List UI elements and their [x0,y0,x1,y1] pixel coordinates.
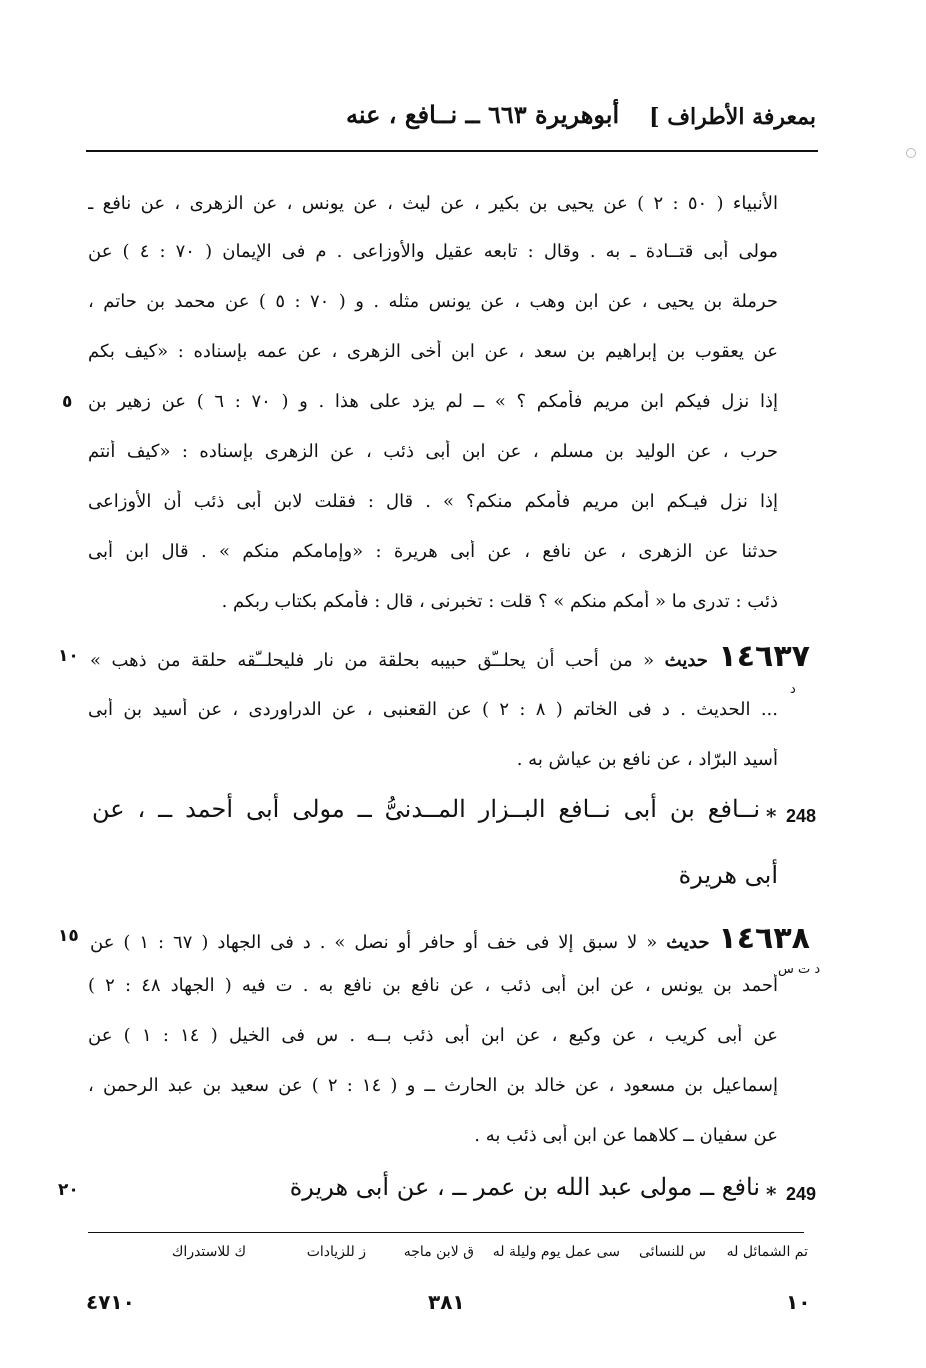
entry-title: نافع ــ مولى عبد الله بن عمر ــ ، عن أبى هريرة [289,1173,760,1201]
hadith-number: ١٤٦٣٨ [718,922,810,956]
abbreviation-key: ك للاستدراك [171,1244,246,1260]
text-line: إسماعيل بن مسعود ، عن خالد بن الحارث ــ و ( ١٤ : ٢ ) عن سعيد بن عبد الرحمن ، [88,1075,778,1096]
source-code: د [790,682,796,697]
text-line: مولى أبى قتــادة ـ به . وقال : تابعه عقيل والأوزاعى . م فى الإيمان ( ٧٠ : ٤ ) عن [88,241,778,262]
text-line: حرب ، عن الوليد بن مسلم ، عن ابن أبى ذئب ، عن الزهرى بإسناده : «كيف أنتم [88,441,778,462]
hadith-lead: حديث [666,932,710,953]
running-header [86,100,816,150]
footer-volume-number: ٤٧١٠ [86,1290,135,1314]
hadith-entry-14637 [90,640,810,680]
margin-line-number: ٥ [62,392,73,412]
text-line: ذئب : تدرى ما « أمكم منكم » ؟ قلت : تخبرنى ، قال : فأمكم بكتاب ربكم . [221,591,778,612]
header-divider [86,150,818,152]
text-line: ... الحديث . د فى الخاتم ( ٨ : ٢ ) عن القعنبى ، عن الدراوردى ، عن أسيد بن أبى [88,699,778,720]
text-line: أسيد البرّاد ، عن نافع بن عياش به . [516,749,778,770]
hadith-entry-14638 [90,922,810,962]
scan-artifact-mark [906,148,916,158]
abbreviation-key: تم الشمائل له [726,1244,808,1260]
text-line: حدثنا عن الزهرى ، عن نافع ، عن أبى هريرة : «وإمامكم منكم » . قال ابن أبى [88,541,778,562]
text-line: عن أبى كريب ، عن وكيع ، عن ابن أبى ذئب بــه . س فى الخيل ( ١٤ : ١ ) عن [88,1025,778,1046]
text-line: الأنبياء ( ٥٠ : ٢ ) عن يحيى بن بكير ، عن ليث ، عن يونس ، عن الزهرى ، عن نافع ـ [88,193,778,214]
text-line: حرملة بن يحيى ، عن ابن وهب ، عن يونس مثله . و ( ٧٠ : ٥ ) عن محمد بن حاتم ، [88,291,778,312]
entry-star: * [766,804,777,828]
margin-line-number: ١٥ [58,926,79,946]
hadith-text: « من أحب أن يحلــّق حبيبه بحلقة من نار فليحلــّقه حلقة من ذهب » [90,650,655,671]
abbreviation-key: س للنسائى [639,1244,706,1260]
text-line: أحمد بن يونس ، عن ابن أبى ذئب ، عن نافع بن نافع به . ت فيه ( الجهاد ٤٨ : ٢ ) [88,975,778,996]
footer-part-number: ١٠ [786,1290,811,1314]
entry-number: 248 [786,806,817,826]
text-line: عن يعقوب بن إبراهيم بن سعد ، عن ابن أخى الزهرى ، عن عمه بإسناده : «كيف بكم [88,341,778,362]
source-code: د ت س [778,962,821,977]
footer-divider [88,1232,804,1233]
entry-title: أبى هريرة [678,861,778,889]
abbreviation-key: ق لابن ماجه [403,1244,474,1260]
text-line: إذا نزل فيـكم ابن مريم فأمكم منكم؟ » . قال : فقلت لابن أبى ذئب أن الأوزاعى [88,491,778,512]
margin-line-number: ١٠ [58,646,79,666]
abbreviation-key: ز للزيادات [306,1244,366,1260]
entry-title: نــافع بن أبى نــافع البــزار المــدنىُّ ــ مولى أبى أحمد ــ ، عن [92,795,760,823]
abbreviation-key: سى عمل يوم وليلة له [492,1244,620,1260]
entry-number: 249 [786,1184,817,1204]
hadith-number: ١٤٦٣٧ [718,640,810,674]
hadith-text: « لا سبق إلا فى خف أو حافر أو نصل » . د فى الجهاد ( ٦٧ : ١ ) عن [90,932,658,953]
page-number: ٣٨١ [428,1290,465,1314]
margin-line-number: ٢٠ [58,1180,79,1200]
hadith-lead: حديث [664,650,708,671]
text-line: عن سفيان ــ كلاهما عن ابن أبى ذئب به . [474,1125,778,1146]
header-book-title: بمعرفة الأطراف ] [649,104,816,130]
entry-star: * [766,1182,777,1206]
text-line: إذا نزل فيكم ابن مريم فأمكم ؟ » ــ لم يزد على هذا . و ( ٧٠ : ٦ ) عن زهير بن [88,391,778,412]
header-section-title: أبوهريرة ٦٦٣ ــ نــافع ، عنه [346,100,620,129]
